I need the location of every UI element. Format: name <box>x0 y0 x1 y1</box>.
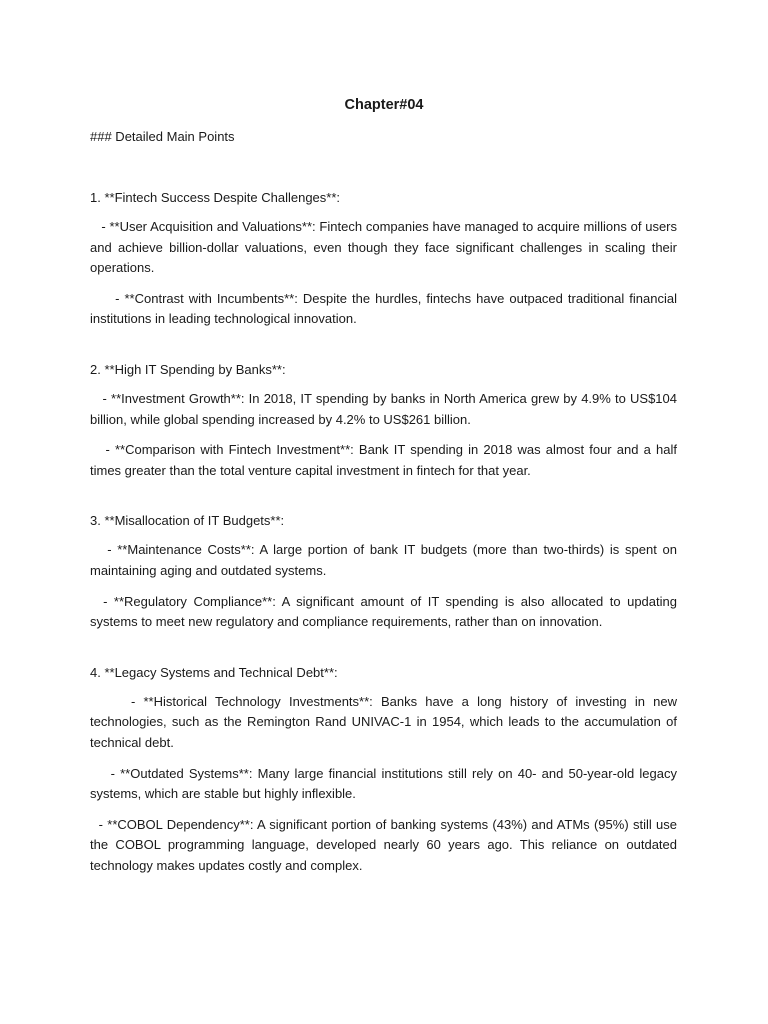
section-2 <box>90 360 681 481</box>
document-body <box>90 188 681 886</box>
section-heading: 4. **Legacy Systems and Technical Debt**: <box>90 664 338 680</box>
bullet-paragraph: - **Maintenance Costs**: A large portion of bank IT budgets (more than two-thirds) is spent on maintaining aging and outdated systems. <box>90 542 681 578</box>
section-heading: 3. **Misallocation of IT Budgets**: <box>90 513 285 529</box>
bullet-paragraph: - **Outdated Systems**: Many large financial institutions still rely on 40- and 50-year-old legacy systems, which are stable but highly inflexible. <box>90 765 681 802</box>
section-heading: 1. **Fintech Success Despite Challenges**: <box>90 190 341 205</box>
section-3 <box>90 511 681 632</box>
bullet-paragraph: - **User Acquisition and Valuations**: Fintech companies have managed to acquire millions of users and achieve billion-dollar valuations, even though they face significant challenges in scaling their operations. <box>90 219 681 276</box>
bullet-paragraph: - **Contrast with Incumbents**: Despite the hurdles, fintechs have outpaced traditional financial institutions in leading technological innovation. <box>90 290 681 327</box>
bullet-paragraph: - **Historical Technology Investments**: Banks have a long history of investing in new technologies, such as the Remington Rand UNIVAC-1 in 1954, which leads to the accumulation of technical debt. <box>90 693 681 750</box>
section-4 <box>90 663 681 877</box>
bullet-paragraph: - **Investment Growth**: In 2018, IT spending by banks in North America grew by 4.9% to US$104 billion, while global spending increased by 4.2% to US$261 billion. <box>90 390 681 427</box>
bullet-paragraph: - **Regulatory Compliance**: A significant amount of IT spending is also allocated to updating systems to meet new regulatory and compliance requirements, rather than on innovation. <box>90 593 681 630</box>
section-heading: 2. **High IT Spending by Banks**: <box>90 361 286 377</box>
section-1 <box>90 188 681 330</box>
section-subtitle: ### Detailed Main Points <box>90 129 235 144</box>
bullet-paragraph: - **Comparison with Fintech Investment**: Bank IT spending in 2018 was almost four and a half times greater than the total venture capital investment in fintech for that year. <box>90 442 681 478</box>
bullet-paragraph: - **COBOL Dependency**: A significant portion of banking systems (43%) and ATMs (95%) still use the COBOL programming language, developed nearly 60 years ago. This reliance on outdated technology makes updates costly and complex. <box>90 816 681 873</box>
chapter-title: Chapter#04 <box>344 97 424 113</box>
